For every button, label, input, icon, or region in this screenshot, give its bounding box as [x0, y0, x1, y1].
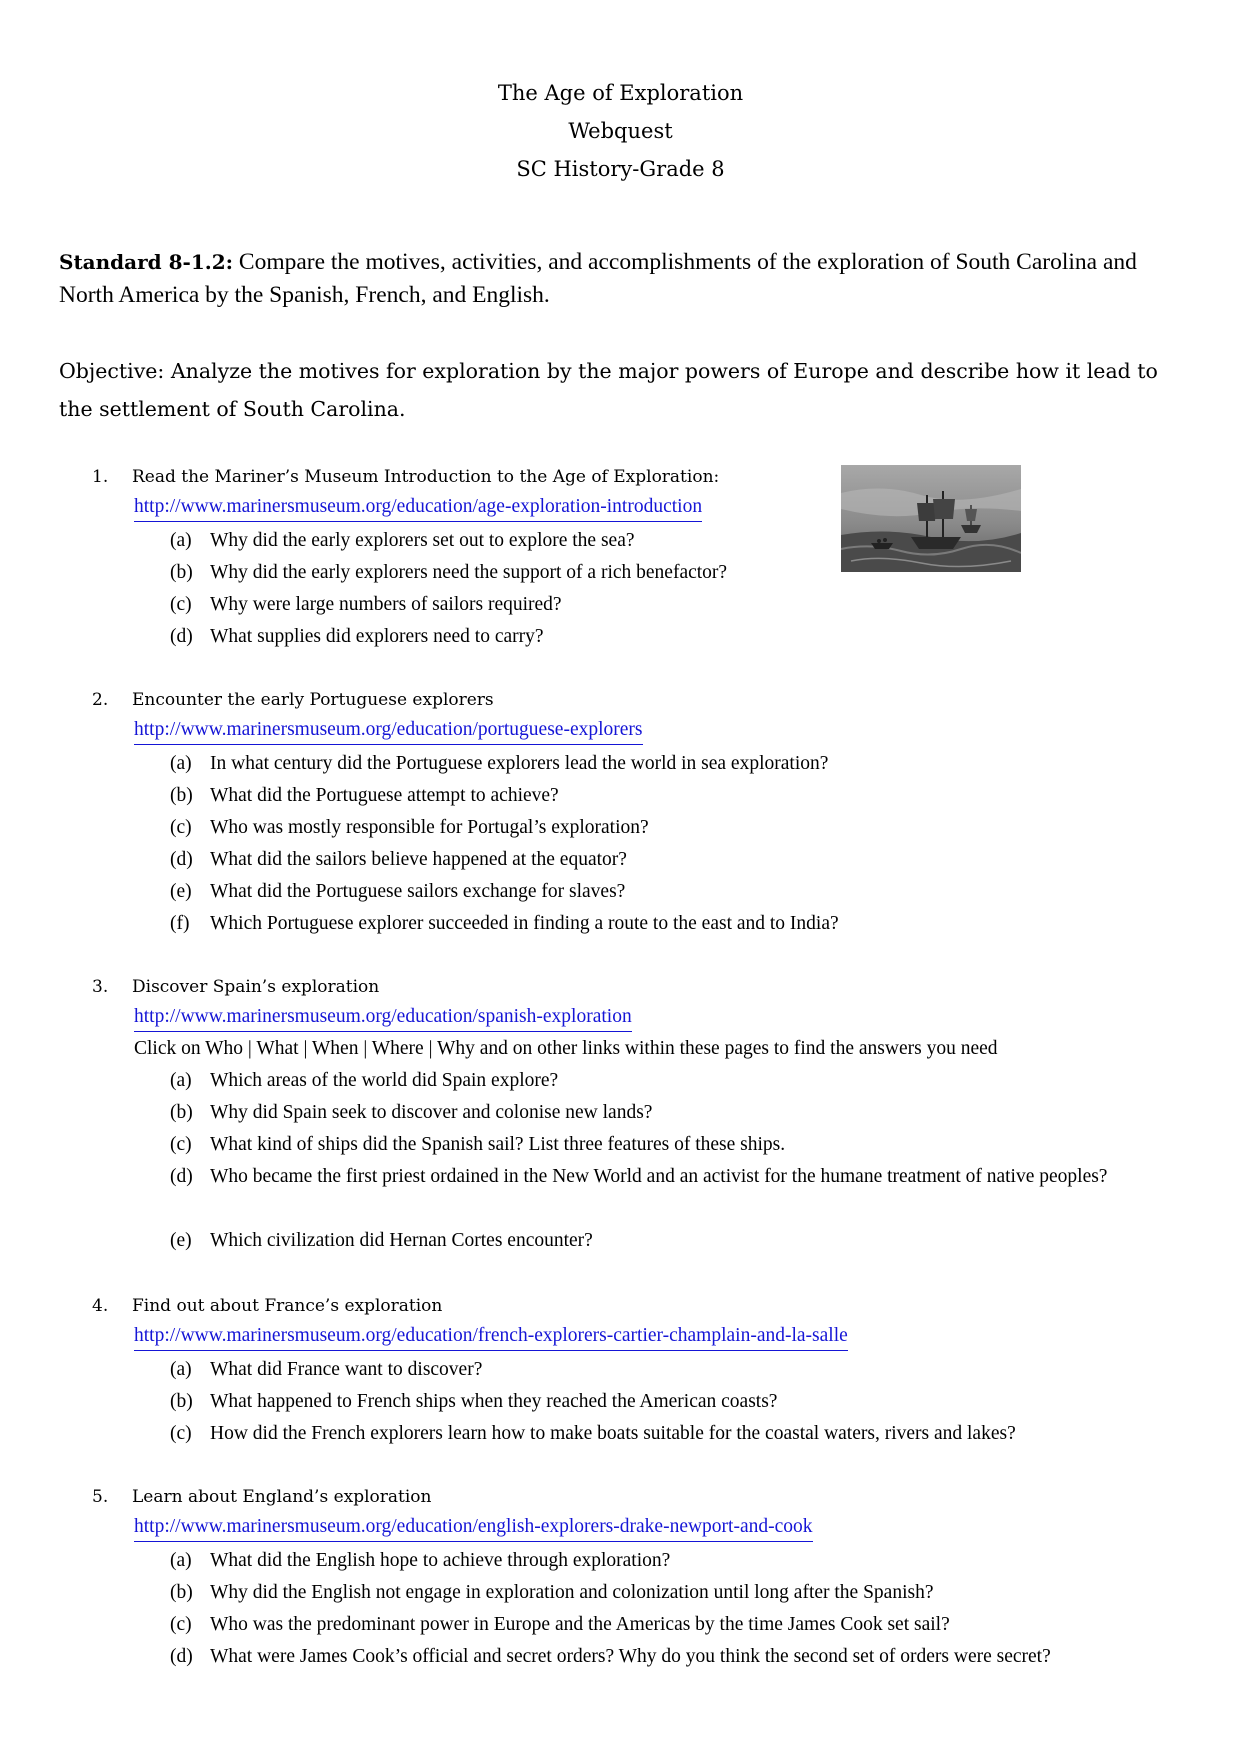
question-item: (b) Why did Spain seek to discover and colonise new lands? — [170, 1102, 653, 1123]
question-item: (d) What supplies did explorers need to carry? — [170, 626, 544, 647]
question-item: (d) Who became the first priest ordained in the New World and an activist for the humane treatment of native peoples? — [170, 1166, 1108, 1187]
section-title: 2. Encounter the early Portuguese explorers — [92, 690, 494, 710]
question-item: (f) Which Portuguese explorer succeeded in finding a route to the east and to India? — [170, 913, 839, 934]
question-item: (c) Why were large numbers of sailors required? — [170, 594, 562, 615]
section-4 — [0, 1290, 1241, 1450]
course-label: SC History-Grade 8 — [516, 157, 725, 181]
question-item: (a) What did the English hope to achieve through exploration? — [170, 1550, 671, 1571]
question-item: (c) Who was mostly responsible for Portugal’s exploration? — [170, 817, 649, 838]
section-title: 4. Find out about France’s exploration — [92, 1296, 443, 1316]
standard-text: Compare the motives, activities, and accomplishments of the exploration of South Carolina and North America by the Spanish, French, and English. — [59, 249, 1137, 308]
standard-label: Standard 8-1.2: — [59, 250, 234, 274]
section-link[interactable]: http://www.marinersmuseum.org/education/age-exploration-introduction — [134, 493, 702, 522]
section-3 — [0, 971, 1241, 1259]
standard-paragraph — [59, 246, 1189, 312]
section-title: 1. Read the Mariner’s Museum Introduction to the Age of Exploration: — [92, 467, 720, 487]
question-item: (e) What did the Portuguese sailors exchange for slaves? — [170, 881, 626, 902]
question-item: (a) In what century did the Portuguese explorers lead the world in sea exploration? — [170, 753, 829, 774]
section-link[interactable]: http://www.marinersmuseum.org/education/portuguese-explorers — [134, 716, 643, 745]
section-2 — [0, 684, 1241, 938]
question-item: (d) What were James Cook’s official and secret orders? Why do you think the second set of orders were secret? — [170, 1646, 1051, 1667]
section-1 — [0, 461, 1241, 651]
question-item: (c) How did the French explorers learn how to make boats suitable for the coastal waters, rivers and lakes? — [170, 1423, 1016, 1444]
question-item: (b) What happened to French ships when they reached the American coasts? — [170, 1391, 778, 1412]
objective-paragraph: Objective: Analyze the motives for exploration by the major powers of Europe and describe how it lead to the settlement of South Carolina. — [59, 359, 1158, 421]
question-item: (e) Which civilization did Hernan Cortes encounter? — [170, 1230, 593, 1251]
section-link[interactable]: http://www.marinersmuseum.org/education/french-explorers-cartier-champlain-and-la-salle — [134, 1322, 848, 1351]
question-item: (b) Why did the English not engage in exploration and colonization until long after the Spanish? — [170, 1582, 934, 1603]
document-header — [0, 74, 1241, 188]
section-link[interactable]: http://www.marinersmuseum.org/education/spanish-exploration — [134, 1003, 632, 1032]
question-item: (c) Who was the predominant power in Europe and the Americas by the time James Cook set sail? — [170, 1614, 950, 1635]
question-item: (d) What did the sailors believe happened at the equator? — [170, 849, 627, 870]
question-item: (a) Which areas of the world did Spain explore? — [170, 1070, 559, 1091]
section-5 — [0, 1481, 1241, 1673]
question-item: (b) Why did the early explorers need the support of a rich benefactor? — [170, 562, 728, 583]
section-title: 3. Discover Spain’s exploration — [92, 977, 380, 997]
section-instruction: Click on Who | What | When | Where | Why and on other links within these pages to find the answers you need — [134, 1038, 998, 1059]
document-subtitle: Webquest — [568, 119, 673, 143]
question-item: (a) Why did the early explorers set out to explore the sea? — [170, 530, 635, 551]
section-link[interactable]: http://www.marinersmuseum.org/education/english-explorers-drake-newport-and-cook — [134, 1513, 813, 1542]
section-title: 5. Learn about England’s exploration — [92, 1487, 432, 1507]
document-title: The Age of Exploration — [497, 81, 744, 105]
question-item: (a) What did France want to discover? — [170, 1359, 483, 1380]
question-item: (c) What kind of ships did the Spanish sail? List three features of these ships. — [170, 1134, 786, 1155]
question-item: (b) What did the Portuguese attempt to achieve? — [170, 785, 559, 806]
